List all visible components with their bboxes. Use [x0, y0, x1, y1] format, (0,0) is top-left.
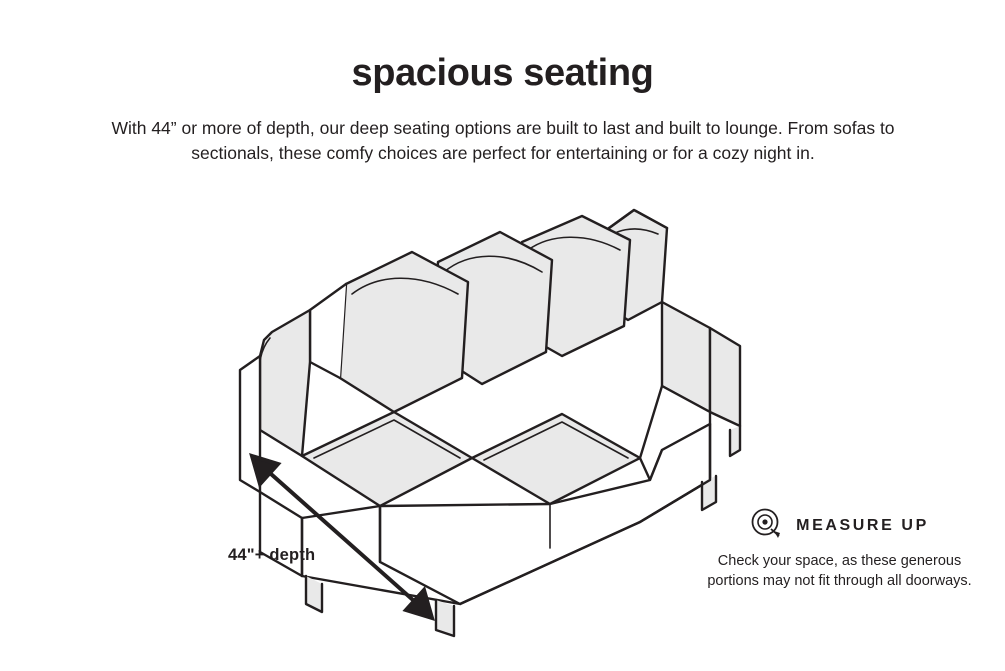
tape-measure-icon [750, 507, 784, 546]
measure-up-title: MEASURE UP [796, 517, 929, 534]
page-description: With 44” or more of depth, our deep seating options are built to last and built to lounge. From sofas to sectionals, these comfy choices are perfect for entertaining or for a cozy night in. [111, 118, 895, 163]
measure-up-block [702, 508, 977, 591]
measure-up-heading [702, 508, 977, 544]
page-title: spacious seating [351, 52, 654, 94]
depth-dimension-label: 44"+ depth [228, 546, 316, 564]
measure-up-note: Check your space, as these generous portions may not fit through all doorways. [707, 553, 972, 589]
depth-dimension-arrow [230, 440, 450, 630]
